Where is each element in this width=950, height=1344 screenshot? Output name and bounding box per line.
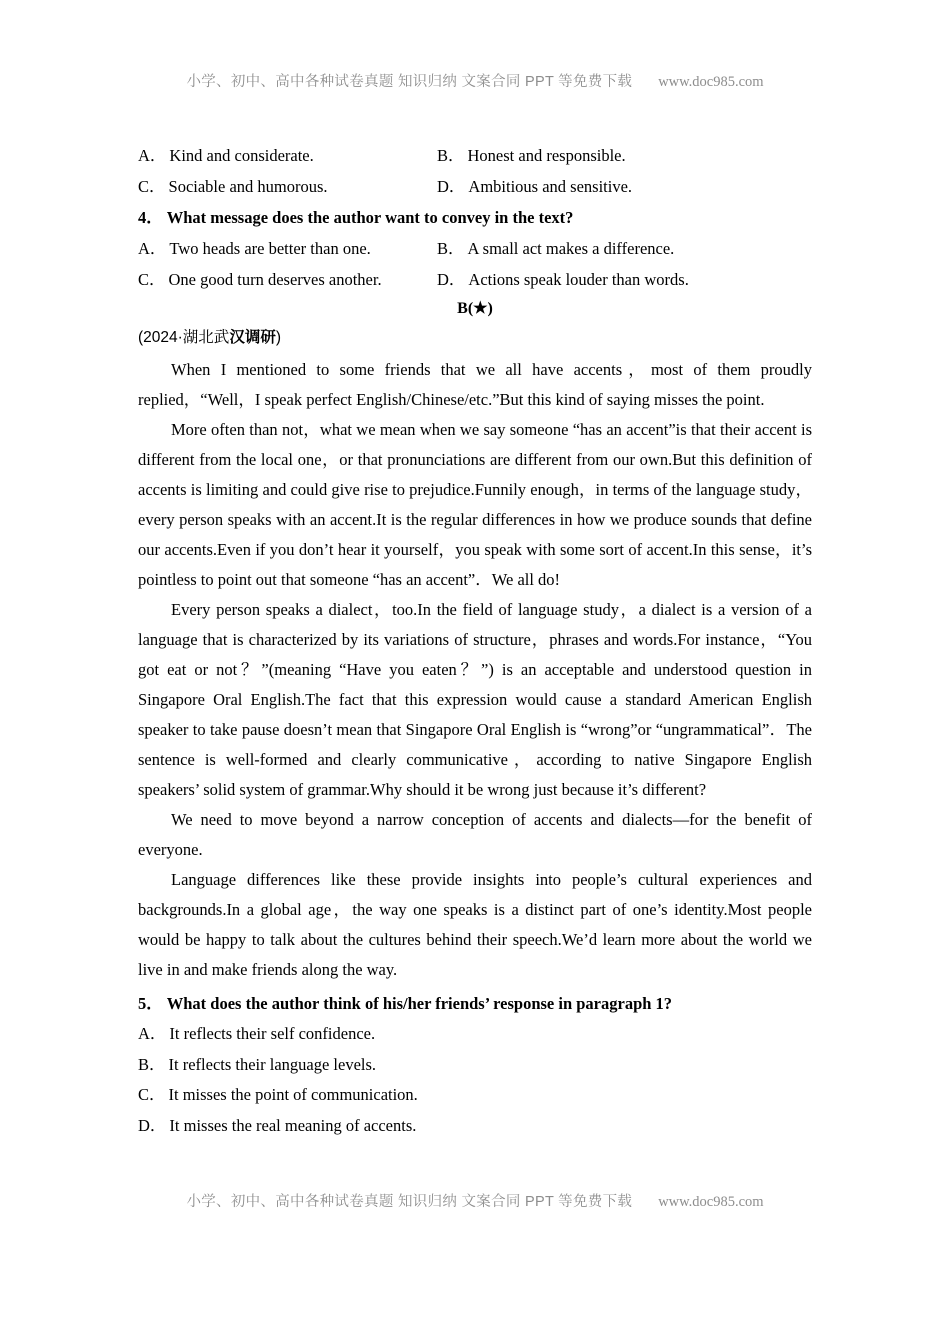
passage-paragraph-5: Language differences like these provide insights into people’s cultural experiences and backgrounds.In a global age，the way one speaks is a distinct part of one’s identity.Most people would be happy to talk about the cultures behind their speech.We’d learn more about the world we live in and make friends along the way.: [138, 870, 812, 979]
option-row: [138, 140, 812, 171]
option-text: It misses the real meaning of accents.: [169, 1115, 417, 1135]
option-b[interactable]: [437, 140, 626, 171]
option-letter: D．: [138, 1115, 167, 1135]
option-letter: B．: [437, 239, 465, 258]
question-text: What does the author think of his/her friends’ response in paragraph 1?: [166, 994, 673, 1013]
question-number: 5．: [138, 994, 163, 1013]
option-c[interactable]: [138, 264, 382, 295]
question-text: What message does the author want to convey in the text?: [166, 208, 574, 227]
passage-paragraph-1: When I mentioned to some friends that we all have accents，most of them proudly replied，“Well，I speak perfect English/Chinese/etc.”But this kind of saying misses the point.: [138, 360, 812, 409]
source-suffix: ): [275, 329, 281, 346]
option-letter: C．: [138, 1085, 166, 1104]
section-label: B(★): [457, 300, 493, 317]
option-b[interactable]: [138, 1050, 812, 1081]
passage-paragraph-2: More often than not，what we mean when we say someone “has an accent”is that their accent is different from the local one，or that pronunciations are different from our own.But this definition of accents is limiting and could give rise to prejudice.Funnily enough，in terms of the language study，every person speaks with an accent.It is the regular differences in how we produce sounds that define our accents.Even if you don’t hear it yourself，you speak with some sort of accent.In this sense，it’s pointless to point out that someone “has an accent”．We all do!: [138, 420, 812, 589]
question-number: 4．: [138, 208, 163, 227]
option-letter: A．: [138, 239, 167, 258]
option-a[interactable]: [138, 1019, 812, 1050]
option-letter: C．: [138, 177, 166, 196]
option-text: Kind and considerate.: [169, 146, 314, 165]
option-b[interactable]: [437, 233, 674, 264]
option-text: It misses the point of communication.: [168, 1085, 418, 1104]
question-5-stem: [138, 988, 812, 1019]
option-d[interactable]: [138, 1111, 812, 1142]
option-letter: D．: [437, 177, 466, 196]
passage-paragraph-4: We need to move beyond a narrow conception of accents and dialects—for the benefit of everyone.: [138, 810, 812, 859]
option-text: Ambitious and sensitive.: [468, 177, 633, 196]
option-a[interactable]: [138, 233, 371, 264]
passage-paragraph-3: Every person speaks a dialect，too.In the field of language study，a dialect is a version of a language that is characterized by its variations of structure，phrases and words.For instance，“You got eat or not？”(meaning “Have you eaten？”) is an acceptable and understood question in Singapore Oral English.The fact that this expression would cause a standard American English speaker to take pause doesn’t mean that Singapore Oral English is “wrong”or “ungrammatical”．The sentence is well-formed and clearly communicative，according to native Singapore English speakers’ solid system of grammar.Why should it be wrong just because it’s different?: [138, 600, 812, 799]
document-content: [138, 140, 812, 1141]
option-text: One good turn deserves another.: [168, 270, 382, 289]
option-text: Honest and responsible.: [467, 146, 626, 165]
option-a[interactable]: [138, 140, 314, 171]
option-letter: A．: [138, 146, 167, 165]
option-c[interactable]: [138, 1080, 812, 1111]
option-d[interactable]: [437, 171, 632, 202]
page-header-watermark: [0, 70, 950, 91]
page-footer-watermark: [0, 1190, 950, 1211]
option-text: Actions speak louder than words.: [468, 270, 689, 289]
source-attribution: [138, 323, 812, 352]
option-letter: C．: [138, 270, 166, 289]
option-letter: D．: [437, 270, 466, 289]
question-4-stem: [138, 202, 812, 233]
option-text: It reflects their self confidence.: [169, 1024, 376, 1043]
option-row: [138, 233, 812, 264]
watermark-text: 小学、初中、高中各种试卷真题 知识归纳 文案合同 PPT 等免费下载: [186, 74, 633, 90]
option-letter: B．: [138, 1054, 166, 1074]
watermark-text: 小学、初中、高中各种试卷真题 知识归纳 文案合同 PPT 等免费下载: [186, 1194, 633, 1210]
option-letter: A．: [138, 1024, 167, 1043]
source-emphasis: 汉调研: [229, 329, 276, 346]
option-row: [138, 171, 812, 202]
option-c[interactable]: [138, 171, 328, 202]
source-prefix: (2024·湖北武: [138, 329, 230, 346]
watermark-url: www.doc985.com: [658, 74, 764, 90]
watermark-url: www.doc985.com: [658, 1194, 764, 1210]
option-text: A small act makes a difference.: [467, 239, 675, 258]
option-text: Two heads are better than one.: [169, 239, 371, 258]
option-text: It reflects their language levels.: [168, 1054, 377, 1074]
option-d[interactable]: [437, 264, 689, 295]
option-text: Sociable and humorous.: [168, 177, 328, 196]
option-row: [138, 264, 812, 295]
option-letter: B．: [437, 146, 465, 165]
